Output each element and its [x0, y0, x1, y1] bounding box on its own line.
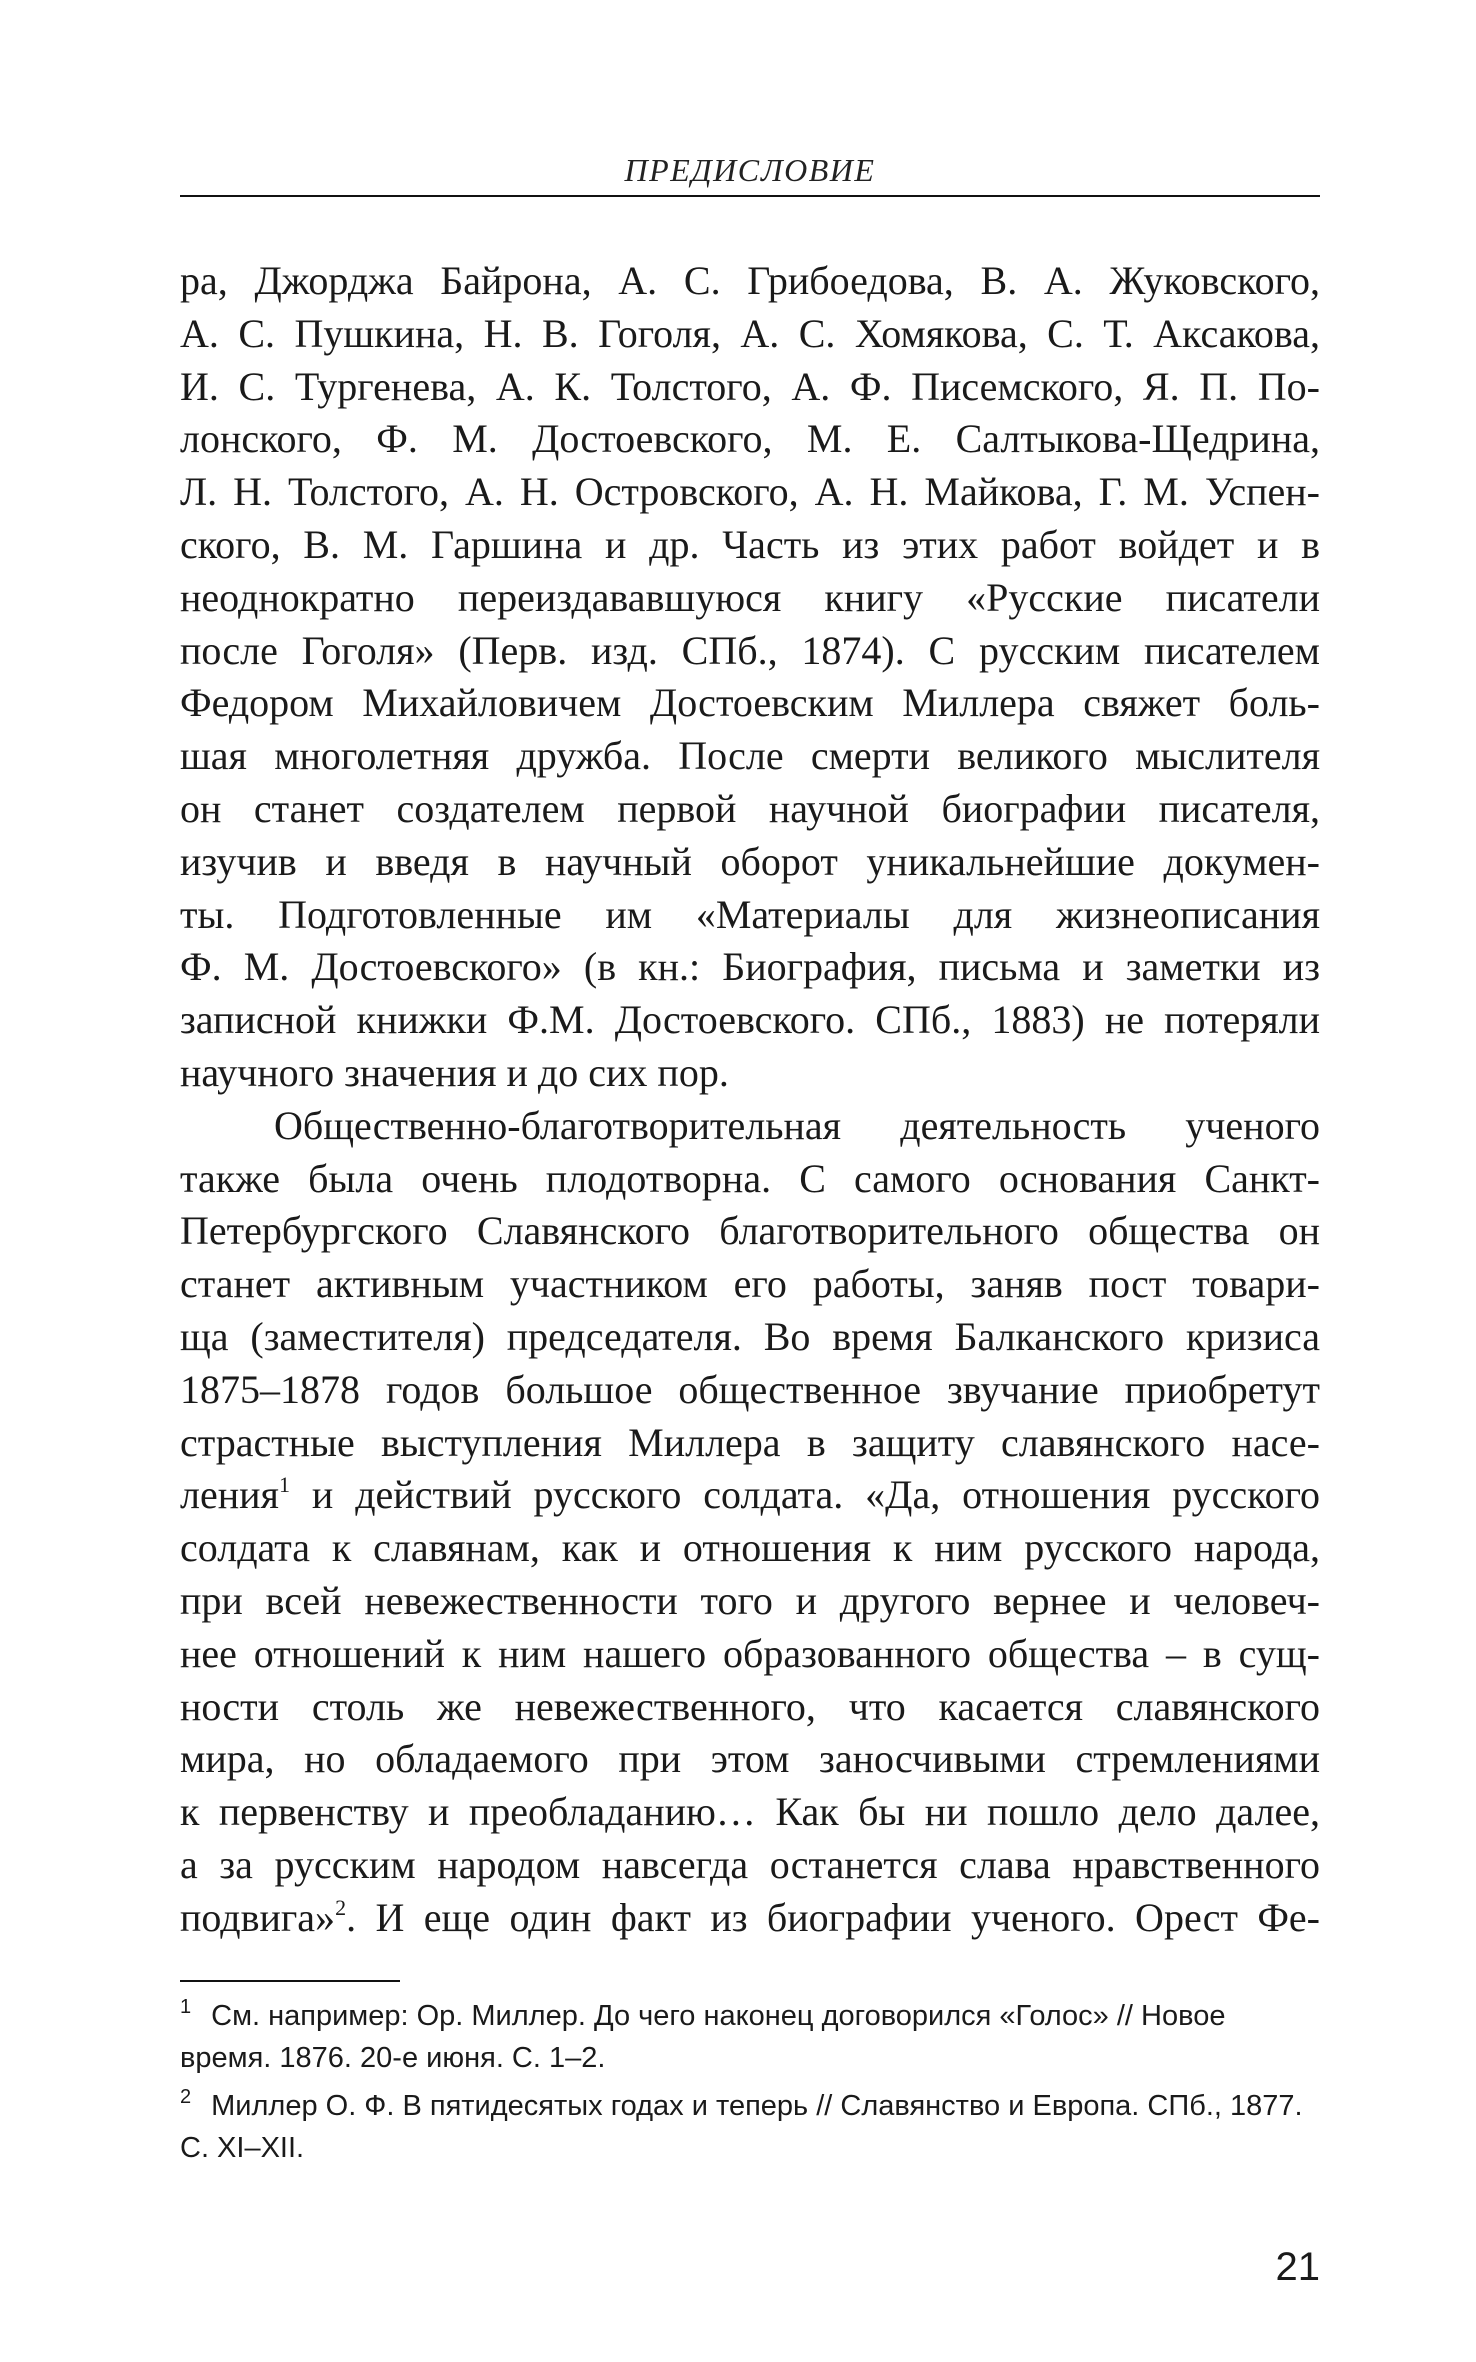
text-fragment: подвига»	[180, 1894, 336, 1940]
text-line: ты. Подготовленные им «Материалы для жизнеописания	[180, 891, 1320, 937]
footnote-1	[180, 1995, 1320, 2079]
text-line: А. С. Пушкина, Н. В. Гоголя, А. С. Хомякова, С. Т. Аксакова,	[180, 310, 1320, 356]
text-line: Л. Н. Толстого, А. Н. Островского, А. Н. Майкова, Г. М. Успен-	[180, 469, 1320, 515]
text-line: Ф. М. Достоевского» (в кн.: Биография, письма и заметки из	[180, 944, 1320, 990]
footnote-ref-1[interactable]: 1	[278, 1472, 290, 1498]
text-fragment: ления	[180, 1472, 279, 1518]
footnote-number: 1	[180, 1996, 192, 2018]
text-line: он станет создателем первой научной биографии писателя,	[180, 785, 1320, 831]
text-line: ща (заместителя) председателя. Во время Балканского кризиса	[180, 1313, 1320, 1359]
text-line: солдата к славянам, как и отношения к ним русского народа,	[180, 1525, 1320, 1571]
text-line: записной книжки Ф.М. Достоевского. СПб., 1883) не потеряли	[180, 997, 1320, 1043]
main-text	[180, 255, 1320, 1945]
text-line: научного значения и до сих пор.	[180, 1049, 729, 1095]
text-line: к первенству и преобладанию… Как бы ни пошло дело далее,	[180, 1789, 1320, 1835]
text-line	[180, 1892, 1320, 1945]
footnote-rule	[180, 1980, 400, 1982]
text-line: 1875–1878 годов большое общественное звучание приобретут	[180, 1366, 1320, 1412]
text-line	[180, 1469, 1320, 1522]
text-line: изучив и введя в научный оборот уникальнейшие докумен-	[180, 838, 1320, 884]
text-line: шая многолетняя дружба. После смерти великого мыслителя	[180, 733, 1320, 779]
text-fragment: и действий русского солдата. «Да, отношения русского	[289, 1472, 1320, 1518]
text-fragment: . И еще один факт из биографии ученого. Орест Фе-	[346, 1894, 1320, 1940]
text-line: ра, Джорджа Байрона, А. С. Грибоедова, В. А. Жуковского,	[180, 258, 1320, 303]
text-line: ности столь же невежественного, что касается славянского	[180, 1683, 1320, 1729]
text-line: при всей невежественности того и другого вернее и человеч-	[180, 1577, 1320, 1623]
text-line: Общественно-благотворительная деятельность ученого	[274, 1102, 1320, 1148]
page-number: 21	[1275, 2245, 1320, 2289]
footnote-2	[180, 2085, 1320, 2169]
footnote-ref-2[interactable]: 2	[335, 1894, 347, 1920]
text-line: после Гоголя» (Перв. изд. СПб., 1874). С русским писателем	[180, 627, 1320, 673]
text-line: неоднократно переиздававшуюся книгу «Русские писатели	[180, 574, 1320, 620]
text-line: мира, но обладаемого при этом заносчивыми стремлениями	[180, 1736, 1320, 1782]
text-line: ского, В. М. Гаршина и др. Часть из этих работ войдет и в	[180, 521, 1320, 567]
footnote-number: 2	[180, 2086, 192, 2108]
footnotes	[180, 1995, 1320, 2175]
text-line: Федором Михайловичем Достоевским Миллера свяжет боль-	[180, 680, 1320, 726]
running-title: ПРЕДИСЛОВИЕ	[624, 152, 876, 188]
text-line: страстные выступления Миллера в защиту славянского насе-	[180, 1419, 1320, 1465]
text-line: лонского, Ф. М. Достоевского, М. Е. Салтыкова-Щедрина,	[180, 416, 1320, 462]
text-line: Петербургского Славянского благотворительного общества он	[180, 1208, 1320, 1254]
text-line: также была очень плодотворна. С самого основания Санкт-	[180, 1155, 1320, 1201]
footnote-text: Миллер О. Ф. В пятидесятых годах и теперь // Славянство и Европа. СПб., 1877. С. XI–XII.	[180, 2090, 1303, 2164]
text-line: станет активным участником его работы, заняв пост товари-	[180, 1261, 1320, 1307]
text-line: а за русским народом навсегда останется слава нравственного	[180, 1841, 1320, 1887]
text-line: нее отношений к ним нашего образованного общества – в сущ-	[180, 1630, 1320, 1676]
header-rule	[180, 195, 1320, 197]
text-line: И. С. Тургенева, А. К. Толстого, А. Ф. Писемского, Я. П. По-	[180, 363, 1320, 409]
footnote-text: См. например: Ор. Миллер. До чего наконец договорился «Голос» // Новое время. 1876. 20-е июня. С. 1–2.	[180, 2000, 1226, 2074]
